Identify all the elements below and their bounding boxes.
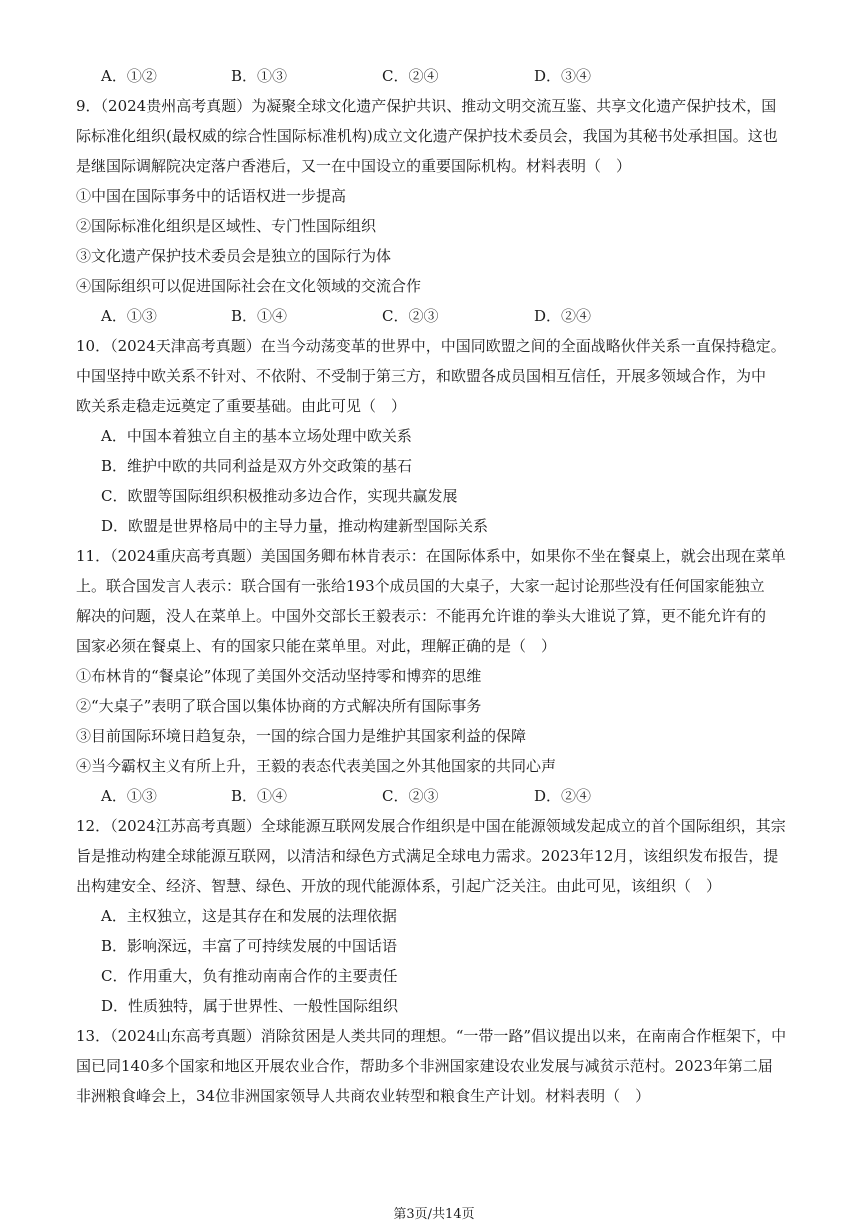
q12-option-c[interactable]: C．作用重大，负有推动南南合作的主要责任 (101, 967, 398, 985)
page-number: 第3页/共14页 (393, 1207, 475, 1222)
q12-stem-line-2: 旨是推动构建全球能源互联网，以清洁和绿色方式满足全球电力需求。2023年12月，该组织发布报告，提 (76, 847, 779, 865)
q12-option-d[interactable]: D．性质独特，属于世界性、一般性国际组织 (101, 997, 399, 1015)
q8-option-a[interactable]: A．①② (101, 67, 157, 85)
q8-option-d[interactable]: D．③④ (534, 67, 592, 85)
q11-statement-4: ④当今霸权主义有所上升，王毅的表态代表美国之外其他国家的共同心声 (76, 757, 557, 775)
q9-statement-2: ②国际标准化组织是区域性、专门性国际组织 (76, 217, 377, 235)
q9-option-c[interactable]: C．②③ (382, 307, 439, 325)
q9-option-a[interactable]: A．①③ (101, 307, 157, 325)
q9-stem-line-1: 9．（2024贵州高考真题）为凝聚全球文化遗产保护共识、推动文明交流互鉴、共享文化遗产保护技术，国 (76, 97, 777, 115)
q9-option-b[interactable]: B．①④ (231, 307, 288, 325)
q10-stem-line-1: 10．（2024天津高考真题）在当今动荡变革的世界中，中国同欧盟之间的全面战略伙伴关系一直保持稳定。 (76, 337, 786, 355)
q12-stem-line-3: 出构建安全、经济、智慧、绿色、开放的现代能源体系，引起广泛关注。由此可见，该组织（ ） (76, 877, 722, 895)
q10-option-d[interactable]: D．欧盟是世界格局中的主导力量，推动构建新型国际关系 (101, 517, 489, 535)
q11-option-c[interactable]: C．②③ (382, 787, 439, 805)
q12-option-b[interactable]: B．影响深远，丰富了可持续发展的中国话语 (101, 937, 398, 955)
q9-stem-line-3: 是继国际调解院决定落户香港后，又一在中国设立的重要国际机构。材料表明（ ） (76, 157, 632, 175)
q8-option-c[interactable]: C．②④ (382, 67, 439, 85)
q10-option-c[interactable]: C．欧盟等国际组织积极推动多边合作，实现共赢发展 (101, 487, 458, 505)
q11-statement-3: ③目前国际环境日趋复杂，一国的综合国力是维护其国家利益的保障 (76, 727, 527, 745)
q11-option-d[interactable]: D．②④ (534, 787, 592, 805)
q11-option-a[interactable]: A．①③ (101, 787, 157, 805)
q11-stem-line-1: 11．（2024重庆高考真题）美国国务卿布林肯表示：在国际体系中，如果你不坐在餐桌上，就会出现在菜单 (76, 547, 786, 565)
q10-stem-line-2: 中国坚持中欧关系不针对、不依附、不受制于第三方，和欧盟各成员国相互信任，开展多领域合作，为中 (76, 367, 767, 385)
q11-option-b[interactable]: B．①④ (231, 787, 288, 805)
q9-stem-line-2: 际标准化组织(最权威的综合性国际标准机构)成立文化遗产保护技术委员会，我国为其秘书处承担国。这也 (76, 127, 778, 145)
q8-option-b[interactable]: B．①③ (231, 67, 288, 85)
q11-stem-line-3: 解决的问题，没人在菜单上。中国外交部长王毅表示：不能再允许谁的拳头大谁说了算，更不能允许有的 (76, 607, 767, 625)
q9-statement-1: ①中国在国际事务中的话语权进一步提高 (76, 187, 347, 205)
q10-option-b[interactable]: B．维护中欧的共同利益是双方外交政策的基石 (101, 457, 413, 475)
page-footer (0, 1206, 868, 1224)
q11-statement-1: ①布林肯的“餐桌论”体现了美国外交活动坚持零和博弈的思维 (76, 667, 482, 685)
q12-stem-line-1: 12．（2024江苏高考真题）全球能源互联网发展合作组织是中国在能源领域发起成立的首个国际组织，其宗 (76, 817, 786, 835)
q13-stem-line-1: 13．（2024山东高考真题）消除贫困是人类共同的理想。“一带一路”倡议提出以来，在南南合作框架下，中 (76, 1027, 787, 1045)
q12-option-a[interactable]: A．主权独立，这是其存在和发展的法理依据 (101, 907, 397, 925)
q13-stem-line-3: 非洲粮食峰会上，34位非洲国家领导人共商农业转型和粮食生产计划。材料表明（ ） (76, 1087, 651, 1105)
q13-stem-line-2: 国已同140多个国家和地区开展农业合作，帮助多个非洲国家建设农业发展与减贫示范村。2023年第二届 (76, 1057, 773, 1075)
q10-option-a[interactable]: A．中国本着独立自主的基本立场处理中欧关系 (101, 427, 412, 445)
q11-stem-line-4: 国家必须在餐桌上、有的国家只能在菜单里。对此，理解正确的是（ ） (76, 637, 557, 655)
q10-stem-line-3: 欧关系走稳走远奠定了重要基础。由此可见（ ） (76, 397, 407, 415)
q11-stem-line-2: 上。联合国发言人表示：联合国有一张给193个成员国的大桌子，大家一起讨论那些没有任何国家能独立 (76, 577, 765, 595)
q9-statement-4: ④国际组织可以促进国际社会在文化领域的交流合作 (76, 277, 422, 295)
q11-statement-2: ②“大桌子”表明了联合国以集体协商的方式解决所有国际事务 (76, 697, 482, 715)
q9-option-d[interactable]: D．②④ (534, 307, 592, 325)
q9-statement-3: ③文化遗产保护技术委员会是独立的国际行为体 (76, 247, 392, 265)
